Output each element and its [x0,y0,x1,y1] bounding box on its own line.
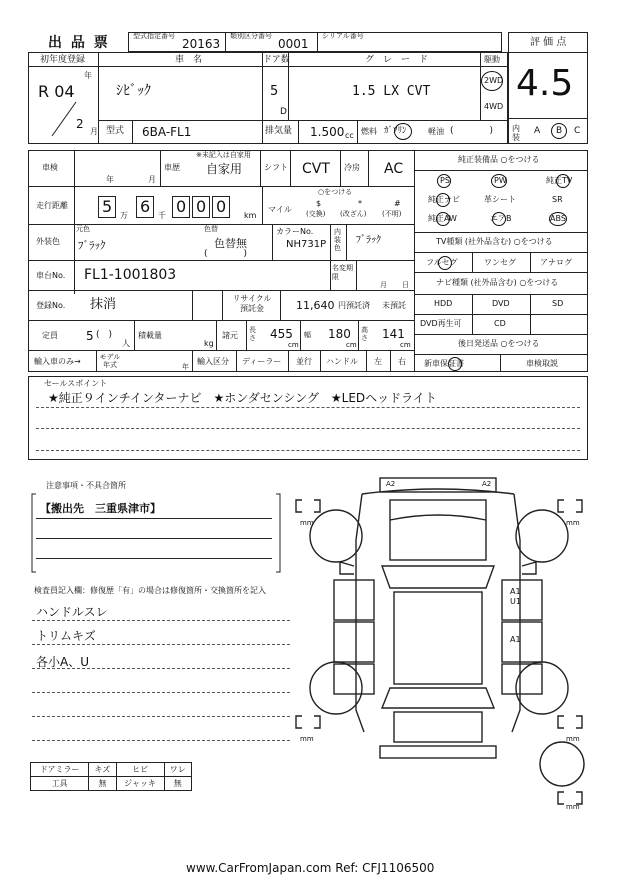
interior-a: A [534,126,541,136]
interior-b: B [556,126,563,136]
mile-label: マイル [268,205,292,214]
serial-label: シリアル番号 [322,32,364,40]
tv-analog: アナログ [540,258,572,267]
later-manual: 車検取説 [526,359,558,368]
mileage-label: 走行距離 [36,201,68,210]
equip-tv: 純正TV [546,176,573,185]
shaken-month: 月 [148,175,156,184]
note-line-2: トリムキズ [36,629,96,643]
interior-label: 内装 [512,124,520,142]
later-title: 後日発送品 ○をつける [458,339,540,348]
usage-value: 自家用 [206,162,243,176]
mm-front-left: mm [300,519,314,527]
category-label: 類別区分番号 [230,32,272,40]
car-outline-icon [290,470,600,810]
inspector-title: 検査員記入欄：修復歴「有」の場合は修復箇所・交換箇所を記入 [34,586,266,595]
fuel-label: 燃料 [361,127,377,136]
equip-leather: 革シート [484,195,516,204]
mileage-digit-3-text: 0 [176,197,187,216]
km-unit: km [244,211,257,220]
equip-ps: PS [440,176,450,185]
model-designation-label: 型式指定番号 [133,32,175,40]
mileage-digit-4-text: 0 [196,197,207,216]
capacity-label: 定員 [42,331,58,340]
equip-pw-circle [491,174,507,188]
capacity-paren: ( ) [96,330,113,340]
doors-label: ドア数 [263,55,290,65]
drive-2wd: 2WD [484,76,504,85]
shaken-label: 車検 [42,163,58,172]
handle-right: 右 [398,357,406,366]
legend-kizu: キズ [89,763,116,777]
equipment-title: 純正装備品 ○をつける [458,155,540,164]
recycle-status: 未預託 [382,301,406,310]
chassis-value: FL1-1001803 [84,267,177,283]
mark-star-sub: (改ざん) [340,210,367,218]
height-cm: cm [400,341,411,349]
import-parallel: 並行 [296,357,312,366]
equip-navi-circle [436,193,450,207]
load-label: 積載量 [138,331,162,340]
color-no-value: NH731P [286,239,327,250]
length-cm: cm [288,341,299,349]
import-type-label: 輸入区分 [197,357,229,366]
capacity-value: 5 [86,329,94,343]
equip-tv-circle [556,174,570,188]
orig-color-label: 元色 [76,225,90,233]
model-year-label: モデル年式 [99,353,121,369]
displacement-value: 1.500 [310,125,345,139]
notes-destination: 【搬出先 三重県津市】 [40,502,161,515]
equip-sr: SR [552,195,563,204]
notes-title: 注意事項・不具合箇所 [46,481,126,490]
later-warranty-circle [448,357,462,371]
navi-dvd: DVD [492,299,510,308]
mark-hash: # [394,199,401,208]
color-no-label: カラーNo. [276,227,314,236]
person-unit: 人 [122,339,130,348]
mm-rear-right: mm [566,735,580,743]
equip-pw: PW [494,176,507,185]
tv-title: TV種類 (社外品含む) ○をつける [436,237,553,246]
color-change-value: 色替無 [214,237,247,250]
ext-color-label: 外装色 [36,237,60,246]
mark-right-door-1: A1 [510,587,521,596]
kg-unit: kg [204,339,214,348]
equip-ps-circle [437,174,451,188]
mileage-digit-2-text: 6 [140,197,151,216]
type-label: 型式 [106,126,125,136]
later-warranty: 新車保証書 [424,359,464,368]
man-unit: 万 [120,211,128,220]
equip-abs: ABS [550,214,566,223]
car-name-label: 車 名 [175,55,203,65]
legend-jack: ジャッキ [116,777,164,791]
usage-note: ※未記入は自家用 [196,151,251,159]
year-unit: 年 [84,71,92,80]
fuel-other: ( ) [450,126,494,136]
rating-label: 評 価 点 [530,37,567,48]
equip-aw-circle [436,212,450,226]
mark-hash-sub: (不明) [382,210,402,218]
mileage-digit-5-text: 0 [216,197,227,216]
reg-label: 登録No. [36,301,66,310]
chassis-label: 車台No. [36,271,66,280]
mm-spare: mm [566,803,580,811]
sheet-title: 出 品 票 [48,35,110,51]
legend-tools-value: 無 [89,777,116,791]
interior-color-label: 内装色 [334,228,341,252]
width-value: 180 [328,327,351,341]
handle-left: 左 [374,357,382,366]
import-label: 輸入車のみ→ [34,357,81,366]
rating-score: 4.5 [516,63,574,104]
usage-label: 車歴 [164,163,180,172]
mileage-circle-note: ○をつける [318,188,353,196]
mark-dollar: $ [316,199,322,208]
sen-unit: 千 [158,211,166,220]
interior-b-circle [551,123,567,139]
notes-bracket [28,486,288,576]
car-name: ｼﾋﾞｯｸ [116,83,151,99]
category-value: 0001 [278,37,309,51]
interior-c: C [574,126,581,136]
legend-hibi: ヒビ [116,763,164,777]
equip-airbag-circle [492,212,506,226]
grade-value: 1.5 LX CVT [352,84,431,99]
shaken-year: 年 [106,175,114,184]
import-dealer: ディーラー [242,357,282,366]
color-change-label: 色替 [204,225,218,233]
tv-fullseg-circle [438,256,452,270]
mm-front-right: mm [566,519,580,527]
reg-value: 抹消 [90,297,117,312]
drive-4wd: 4WD [484,102,504,111]
navi-dvd-play: DVD再生可 [420,319,462,328]
displacement-label: 排気量 [265,126,293,136]
tv-fullseg: フルセグ [426,258,458,267]
legend-door-mirror: ドアミラー [31,763,89,777]
color-change-paren: ( ) [204,249,248,259]
month-unit: 月 [90,127,98,136]
footer-ref: www.CarFromJapan.com Ref: CFJ1106500 [186,861,435,875]
tv-oneseg: ワンセグ [484,258,516,267]
sales-text: ★純正９インチインターナビ ★ホンダセンシング ★LEDヘッドライト [48,391,437,405]
mark-star: * [358,199,362,208]
first-reg-era: R 04 [38,82,75,101]
navi-cd: CD [494,319,506,328]
shift-label: シフト [264,163,288,172]
shift-value: CVT [302,161,330,177]
handle-label: ハンドル [326,357,358,366]
car-damage-diagram [290,470,600,810]
cc-unit: cc [345,131,354,140]
recycle-value: 11,640 [296,299,335,312]
note-line-1: ハンドルスレ [36,605,108,619]
equip-aw: 純正AW [428,214,457,223]
mark-front-right: A2 [482,480,492,488]
equip-abs-circle [549,212,567,226]
doors-value: 5 [270,84,279,99]
door-suffix: D [280,107,287,117]
recycle-label: リサイクル預託金 [232,294,272,313]
ac-value: AC [384,161,404,177]
interior-color-value: ﾌﾞﾗｯｸ [356,235,381,246]
mark-front-left: A2 [386,480,396,488]
legend-ware: ワレ [164,763,191,777]
drive-label: 駆動 [484,55,500,64]
meikan-day: 日 [402,281,409,289]
width-label: 幅 [304,331,311,339]
equip-airbag: エアB [490,214,512,223]
first-reg-month: 2 [76,117,84,131]
mm-rear-left: mm [300,735,314,743]
navi-hdd: HDD [434,299,453,308]
first-reg-label: 初年度登録 [40,55,86,65]
mark-right-door-2: A1 [510,635,521,644]
legend-jack-value: 無 [164,777,191,791]
size-label: 諸元 [222,331,238,340]
note-line-3: 各小A、U [36,655,89,669]
fuel-gasoline-circle [394,123,412,140]
height-label: 高さ [361,326,368,342]
mileage-digit-1-text: 5 [102,197,113,216]
type-value: 6BA-FL1 [142,125,192,139]
meikan-label: 名変期限 [332,264,353,281]
fuel-gasoline: ｶﾞｿﾘﾝ [384,126,407,136]
ext-color-value: ﾌﾞﾗｯｸ [78,239,106,252]
height-value: 141 [382,327,405,341]
grade-label: グ レ ー ド [365,55,429,65]
equip-navi: 純正ナビ [428,195,460,204]
ac-label: 冷房 [344,163,360,172]
length-label: 長さ [249,326,256,342]
sales-label: セールスポイント [44,379,108,388]
recycle-unit: 円預託済 [338,301,370,310]
legend-tools: 工具 [31,777,89,791]
mark-right-door-1b: U1 [510,597,521,606]
mark-dollar-sub: (交換) [306,210,326,218]
width-cm: cm [346,341,357,349]
legend-table [30,762,192,791]
model-designation-value: 20163 [182,37,221,51]
length-value: 455 [270,327,293,341]
sales-box [28,376,588,460]
navi-sd: SD [552,299,564,308]
fuel-light-oil: 軽油 [428,127,444,136]
navi-title: ナビ種類 (社外品含む) ○をつける [436,278,559,287]
model-year-unit: 年 [182,363,189,371]
meikan-month: 月 [380,281,387,289]
drive-2wd-circle [481,71,503,91]
